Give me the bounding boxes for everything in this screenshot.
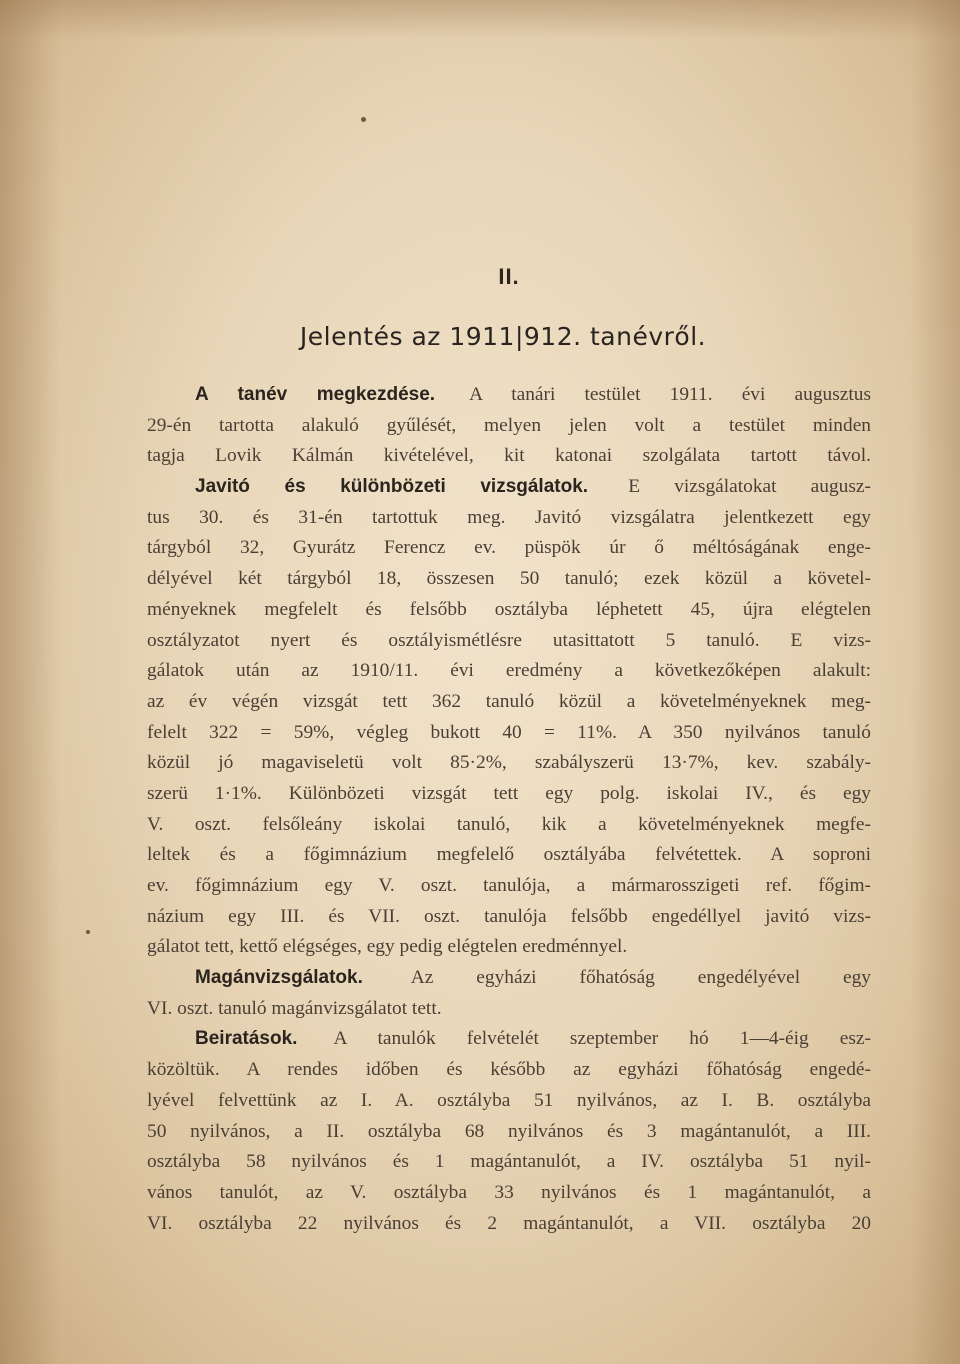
line-text: Az egyházi főhatóság engedélyével egy xyxy=(410,967,871,989)
line-text: A tanári testület 1911. évi augusztus xyxy=(469,384,871,405)
report-title: Jelentés az 1911|912. tanévről. xyxy=(299,322,707,351)
page-edge-shadow-left xyxy=(0,0,60,1364)
text-line: tárgyból 32, Gyurátz Ferencz ev. püspök úr ő méltóságának enge- xyxy=(147,537,871,559)
text-line: ev. főgimnázium egy V. oszt. tanulója, a mármarosszigeti ref. főgim- xyxy=(147,875,871,896)
text-line: osztályba 58 nyilvános és 1 magántanulót, a IV. osztályba 51 nyil- xyxy=(147,1151,871,1173)
line-text: E vizsgálatokat augusz- xyxy=(628,476,871,498)
section-number: II. xyxy=(498,264,520,289)
line-text: A tanulók felvételét szeptember hó 1—4-éig esz- xyxy=(333,1028,871,1050)
paragraph-heading: A tanév megkezdése. xyxy=(195,384,436,405)
text-line: gálatok után az 1910/11. évi eredmény a következőképen alakult: xyxy=(147,660,871,682)
text-line: leltek és a főgimnázium megfelelő osztályába felvétettek. A soproni xyxy=(147,844,871,866)
page-edge-shadow-top xyxy=(0,0,960,40)
text-line: délyével két tárgyból 18, összesen 50 tanuló; ezek közül a követel- xyxy=(147,568,871,590)
text-line: az év végén vizsgát tett 362 tanuló közül a követelményeknek meg- xyxy=(147,690,871,712)
text-line xyxy=(147,1024,871,1055)
paragraph-heading: Magánvizsgálatok. xyxy=(195,967,363,989)
ink-speck xyxy=(86,930,90,934)
text-line: 29-én tartotta alakuló gyűlését, melyen jelen volt a testület minden xyxy=(147,414,871,436)
text-line: ményeknek megfelelt és felsőbb osztályba léphetett 45, újra elégtelen xyxy=(147,598,871,620)
text-line: tagja Lovik Kálmán kivételével, kit katonai szolgálata tartott távol. xyxy=(147,445,871,467)
ink-speck xyxy=(361,117,366,122)
text-line: VI. oszt. tanuló magánvizsgálatot tett. xyxy=(147,997,442,1019)
paragraph-heading: Javitó és különbözeti vizsgálatok. xyxy=(195,476,589,498)
text-line: VI. osztályba 22 nyilvános és 2 magántanulót, a VII. osztályba 20 xyxy=(147,1212,871,1234)
text-line xyxy=(147,380,871,411)
text-line: közül jó magaviseletü volt 85·2%, szabályszerü 13·7%, kev. szabály- xyxy=(147,752,871,774)
text-line xyxy=(147,963,871,994)
page-edge-shadow-right xyxy=(910,0,960,1364)
text-line: tus 30. és 31-én tartottuk meg. Javitó vizsgálatra jelentkezett egy xyxy=(147,506,871,528)
report-body xyxy=(147,380,871,1239)
text-line: osztályzatot nyert és osztályismétlésre utasittatott 5 tanuló. E vizs- xyxy=(147,629,871,651)
text-line: közöltük. A rendes időben és később az egyházi főhatóság engedé- xyxy=(147,1059,871,1081)
text-line: szerü 1·1%. Különbözeti vizsgát tett egy polg. iskolai IV., és egy xyxy=(147,782,871,804)
text-line: názium egy III. és VII. oszt. tanulója felsőbb engedéllyel javitó vizs- xyxy=(147,905,871,927)
text-line: vános tanulót, az V. osztályba 33 nyilvános és 1 magántanulót, a xyxy=(147,1181,871,1203)
text-line xyxy=(147,472,871,503)
text-line: V. oszt. felsőleány iskolai tanuló, kik a követelményeknek megfe- xyxy=(147,813,871,835)
text-line: gálatot tett, kettő elégséges, egy pedig elégtelen eredménnyel. xyxy=(147,936,628,958)
text-line: lyével felvettünk az I. A. osztályba 51 nyilvános, az I. B. osztályba xyxy=(147,1089,871,1111)
text-line: felelt 322 = 59%, végleg bukott 40 = 11%. A 350 nyilvános tanuló xyxy=(147,721,871,743)
paragraph-heading: Beiratások. xyxy=(195,1028,298,1050)
text-line: 50 nyilvános, a II. osztályba 68 nyilvános és 3 magántanulót, a III. xyxy=(147,1120,871,1142)
